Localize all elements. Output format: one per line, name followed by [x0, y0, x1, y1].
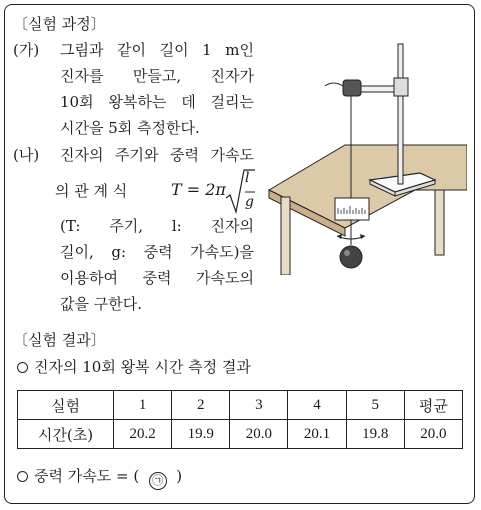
step-ga-marker: (가) — [13, 41, 40, 59]
table-cell: 평균 — [404, 391, 462, 420]
table-cell: 실험 — [18, 391, 114, 420]
formula-words: 의 관 계 식 — [55, 182, 128, 200]
step-na-line-5: 값을 구한다. — [60, 295, 142, 313]
open-circle-bullet-icon — [17, 471, 28, 482]
step-na-marker: (나) — [13, 146, 40, 164]
table-cell: 20.2 — [114, 420, 172, 449]
formula-lhs: T = 2π — [171, 180, 226, 199]
step-ga-line-2: 진자를 만들고, 진자가 — [60, 67, 254, 85]
open-circle-bullet-icon — [17, 362, 28, 373]
step-ga-line-1: 그림과 같이 길이 1 m인 — [60, 41, 254, 59]
step-na-line-2: (T: 주기, l: 진자의 — [60, 217, 254, 235]
pendulum-apparatus-illustration — [255, 40, 467, 275]
table-cell: 19.9 — [172, 420, 230, 449]
process-heading: 〔실험 과정〕 — [13, 15, 106, 33]
table-cell: 3 — [230, 391, 288, 420]
table-cell: 20.1 — [288, 420, 346, 449]
table-cell: 20.0 — [230, 420, 288, 449]
answer-blank-mark: ㉠ — [149, 472, 167, 490]
step-ga-line-3: 10회 왕복하는 데 걸리는 — [60, 93, 254, 111]
table-cell: 20.0 — [404, 420, 462, 449]
result-heading: 〔실험 결과〕 — [13, 331, 106, 349]
step-na-line-4: 이용하여 중력 가속도의 — [60, 269, 254, 287]
table-cell: 2 — [172, 391, 230, 420]
table-cell: 4 — [288, 391, 346, 420]
table-cell: 시간(초) — [18, 420, 114, 449]
table-cell: 5 — [346, 391, 404, 420]
formula-denominator: g — [245, 194, 254, 210]
result-bullet-2: 중력 가속도 = ( ㉠ ) — [17, 466, 182, 490]
formula-numerator: l — [245, 170, 250, 186]
table-header-row — [18, 391, 463, 420]
result-table — [17, 390, 463, 449]
step-na-line-1: 진자의 주기와 중력 가속도 — [60, 146, 254, 164]
table-row — [18, 420, 463, 449]
table-cell: 19.8 — [346, 420, 404, 449]
step-na-line-3: 길이, g: 중력 가속도)을 — [60, 243, 254, 261]
table-cell: 1 — [114, 391, 172, 420]
step-ga-line-4: 시간을 5회 측정한다. — [60, 119, 200, 137]
result-bullet-1: 진자의 10회 왕복 시간 측정 결과 — [17, 357, 251, 377]
